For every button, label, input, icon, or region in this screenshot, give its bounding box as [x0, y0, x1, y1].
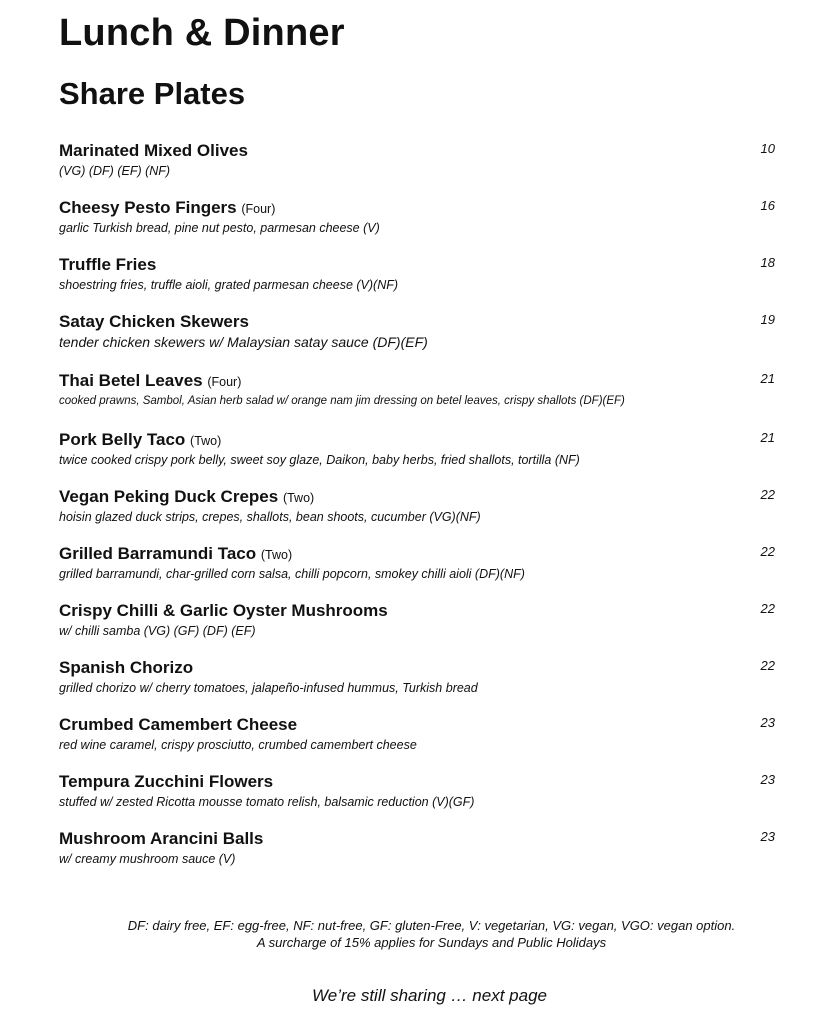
item-price: 23 — [760, 715, 775, 730]
item-name-line — [59, 657, 779, 680]
item-name: Cheesy Pesto Fingers — [59, 198, 237, 217]
dietary-footnote — [0, 917, 817, 951]
item-name: Mushroom Arancini Balls — [59, 829, 264, 848]
item-name: Truffle Fries — [59, 255, 157, 274]
menu-item — [59, 600, 779, 657]
item-name-line — [59, 254, 779, 277]
menu-item — [59, 714, 779, 771]
item-name: Tempura Zucchini Flowers — [59, 772, 274, 791]
item-name-line — [59, 140, 779, 163]
item-price: 21 — [760, 430, 775, 445]
item-description: red wine caramel, crispy prosciutto, crumbed camembert cheese — [59, 738, 417, 752]
section-title: Share Plates — [59, 76, 246, 111]
menu-item — [59, 771, 779, 828]
item-description: grilled barramundi, char-grilled corn salsa, chilli popcorn, smokey chilli aioli (DF)(NF) — [59, 567, 525, 581]
menu-item — [59, 543, 779, 600]
item-description: grilled chorizo w/ cherry tomatoes, jalapeño-infused hummus, Turkish bread — [59, 681, 478, 695]
menu-item — [59, 370, 779, 429]
item-name-line — [59, 714, 779, 737]
item-name-line — [59, 828, 779, 851]
menu-item — [59, 197, 779, 254]
item-name: Pork Belly Taco — [59, 430, 186, 449]
item-name-line — [59, 370, 779, 393]
item-price: 18 — [760, 255, 775, 270]
item-description: cooked prawns, Sambol, Asian herb salad w/ orange nam jim dressing on betel leaves, crispy shallots (DF)(EF) — [59, 395, 625, 407]
item-name: Grilled Barramundi Taco — [59, 544, 257, 563]
item-description: w/ chilli samba (VG) (GF) (DF) (EF) — [59, 624, 256, 638]
item-description: tender chicken skewers w/ Malaysian satay sauce (DF)(EF) — [59, 334, 428, 350]
item-quantity: (Two) — [260, 548, 293, 562]
item-price: 22 — [760, 544, 775, 559]
item-description: garlic Turkish bread, pine nut pesto, parmesan cheese (V) — [59, 221, 380, 235]
item-quantity: (Two) — [190, 434, 222, 448]
item-description: twice cooked crispy pork belly, sweet soy glaze, Daikon, baby herbs, fried shallots, tortilla (NF) — [59, 453, 580, 467]
menu-item — [59, 429, 779, 486]
menu-item — [59, 828, 779, 885]
item-name-line — [59, 311, 779, 334]
menu-item — [59, 486, 779, 543]
menu-item — [59, 657, 779, 714]
item-name: Vegan Peking Duck Crepes — [59, 487, 279, 506]
item-description: w/ creamy mushroom sauce (V) — [59, 852, 236, 866]
item-name-line — [59, 429, 779, 452]
page-title: Lunch & Dinner — [59, 12, 345, 54]
item-description: stuffed w/ zested Ricotta mousse tomato relish, balsamic reduction (V)(GF) — [59, 795, 475, 809]
item-name-line — [59, 197, 779, 220]
item-price: 22 — [760, 658, 775, 673]
item-price: 19 — [760, 312, 775, 327]
item-price: 23 — [760, 772, 775, 787]
menu-item-list — [59, 140, 779, 885]
item-description: hoisin glazed duck strips, crepes, shallots, bean shoots, cucumber (VG)(NF) — [59, 510, 481, 524]
item-price: 16 — [760, 198, 775, 213]
menu-item — [59, 254, 779, 311]
item-name-line — [59, 771, 779, 794]
menu-item — [59, 140, 779, 197]
item-name-line — [59, 486, 779, 509]
item-quantity: (Two) — [282, 491, 315, 505]
item-name: Satay Chicken Skewers — [59, 312, 249, 331]
item-name: Spanish Chorizo — [59, 658, 194, 677]
menu-item — [59, 311, 779, 370]
item-name-line — [59, 543, 779, 566]
item-name-line — [59, 600, 779, 623]
item-price: 22 — [760, 601, 775, 616]
next-page-note: We’re still sharing … next page — [312, 986, 547, 1005]
item-price: 22 — [760, 487, 775, 502]
item-quantity: (Four) — [207, 375, 242, 389]
item-price: 21 — [760, 371, 775, 386]
surcharge-note: A surcharge of 15% applies for Sundays and Public Holidays — [256, 935, 607, 950]
item-name: Crispy Chilli & Garlic Oyster Mushrooms — [59, 601, 388, 620]
item-description: shoestring fries, truffle aioli, grated parmesan cheese (V)(NF) — [59, 278, 399, 292]
item-price: 23 — [760, 829, 775, 844]
item-description: (VG) (DF) (EF) (NF) — [59, 164, 171, 178]
item-quantity: (Four) — [241, 202, 276, 216]
item-name: Crumbed Camembert Cheese — [59, 715, 298, 734]
item-name: Marinated Mixed Olives — [59, 141, 248, 160]
dietary-legend: DF: dairy free, EF: egg-free, NF: nut-free, GF: gluten-Free, V: vegetarian, VG: vegan, VGO: vegan option. — [127, 918, 736, 933]
item-price: 10 — [760, 141, 775, 156]
item-name: Thai Betel Leaves — [59, 371, 203, 390]
